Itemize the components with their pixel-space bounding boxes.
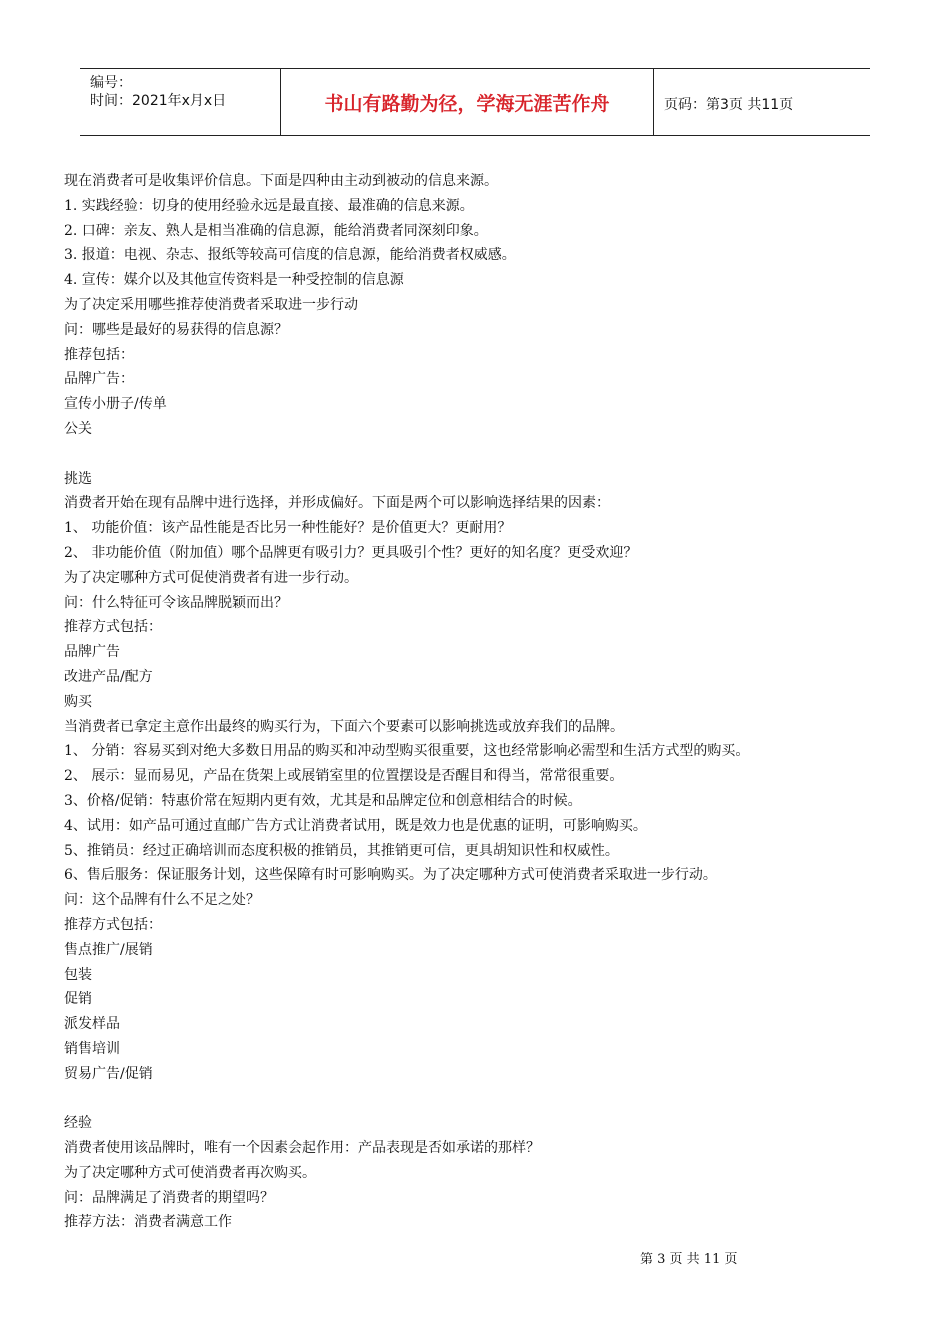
text-line: 推荐方式包括： (64, 619, 162, 636)
text-line: 现在消费者可是收集评价信息。下面是四种由主动到被动的信息来源。 (64, 173, 498, 189)
text-line: 贸易广告/促销 (64, 1065, 153, 1082)
text-line: 4、试用：如产品可通过直邮广告方式让消费者试用，既是效力也是优惠的证明，可影响购买。 (64, 817, 647, 834)
number-label: 编号： (90, 75, 132, 91)
page-footer: 第 3 页 共 11 页 (640, 1252, 738, 1267)
text-line: 1、 功能价值：该产品性能是否比另一种性能好？是价值更大？更耐用？ (64, 520, 512, 537)
text-line: 6、售后服务：保证服务计划，这些保障有时可影响购买。为了决定哪种方式可使消费者采取进一步行动。 (64, 867, 717, 884)
text-line: 消费者使用该品牌时，唯有一个因素会起作用：产品表现是否如承诺的那样？ (64, 1140, 540, 1157)
date-label: 时间：2021年x月x日 (90, 93, 227, 109)
text-line: 5、推销员：经过正确培训而态度积极的推销员，其推销更可信，更具胡知识性和权威性。 (64, 842, 619, 859)
page-header (80, 68, 870, 136)
text-line: 改进产品/配方 (64, 668, 153, 685)
text-line: 经验 (64, 1115, 92, 1132)
text-line: 促销 (64, 991, 92, 1008)
header-motto: 书山有路勤为径，学海无涯苦作舟 (324, 92, 610, 115)
text-line: 宣传小册子/传单 (64, 396, 167, 413)
text-line: 为了决定采用哪些推荐使消费者采取进一步行动 (64, 296, 358, 313)
text-line: 2、 展示：显而易见，产品在货架上或展销室里的位置摆设是否醒目和得当，常常很重要。 (64, 768, 624, 785)
blank-line (64, 1086, 904, 1111)
text-line: 问：这个品牌有什么不足之处？ (64, 892, 260, 909)
text-line: 推荐方式包括： (64, 916, 162, 933)
text-line: 为了决定哪种方式可使消费者再次购买。 (64, 1164, 316, 1181)
text-line: 品牌广告： (64, 371, 134, 388)
text-line: 售点推广/展销 (64, 941, 153, 958)
text-line: 3. 报道：电视、杂志、报纸等较高可信度的信息源，能给消费者权威感。 (64, 247, 516, 264)
text-line: 派发样品 (64, 1016, 120, 1033)
blank-line (64, 442, 904, 467)
text-line: 公关 (64, 420, 92, 437)
text-line: 2. 口碑：亲友、熟人是相当准确的信息源，能给消费者同深刻印象。 (64, 222, 488, 239)
text-line: 购买 (64, 693, 92, 710)
text-line: 推荐方法：消费者满意工作 (64, 1214, 232, 1231)
document-body (64, 169, 904, 1235)
text-line: 1. 实践经验：切身的使用经验永远是最直接、最准确的信息来源。 (64, 197, 474, 214)
text-line: 为了决定哪种方式可促使消费者有进一步行动。 (64, 569, 358, 586)
text-line: 当消费者已拿定主意作出最终的购买行为，下面六个要素可以影响挑选或放弃我们的品牌。 (64, 718, 624, 735)
text-line: 包装 (64, 966, 92, 983)
text-line: 品牌广告 (64, 644, 120, 661)
header-divider (653, 69, 654, 135)
text-line: 问：哪些是最好的易获得的信息源？ (64, 321, 288, 338)
text-line: 推荐包括： (64, 346, 134, 363)
text-line: 3、价格/促销：特惠价常在短期内更有效，尤其是和品牌定位和创意相结合的时候。 (64, 792, 582, 809)
text-line: 挑选 (64, 470, 92, 487)
text-line: 销售培训 (64, 1040, 120, 1057)
header-page-label: 页码：第3页 共11页 (664, 97, 794, 113)
text-line: 问：什么特征可令该品牌脱颖而出？ (64, 594, 288, 611)
text-line: 1、 分销：容易买到对绝大多数日用品的购买和冲动型购买很重要，这也经常影响必需型和生活方式型的购买。 (64, 743, 750, 760)
text-line: 消费者开始在现有品牌中进行选择，并形成偏好。下面是两个可以影响选择结果的因素： (64, 495, 610, 512)
text-line: 4. 宣传：媒介以及其他宣传资料是一种受控制的信息源 (64, 272, 404, 289)
header-meta (80, 69, 280, 135)
text-line: 2、 非功能价值（附加值）哪个品牌更有吸引力？更具吸引个性？更好的知名度？更受欢迎？ (64, 544, 638, 561)
text-line: 问：品牌满足了消费者的期望吗？ (64, 1189, 274, 1206)
